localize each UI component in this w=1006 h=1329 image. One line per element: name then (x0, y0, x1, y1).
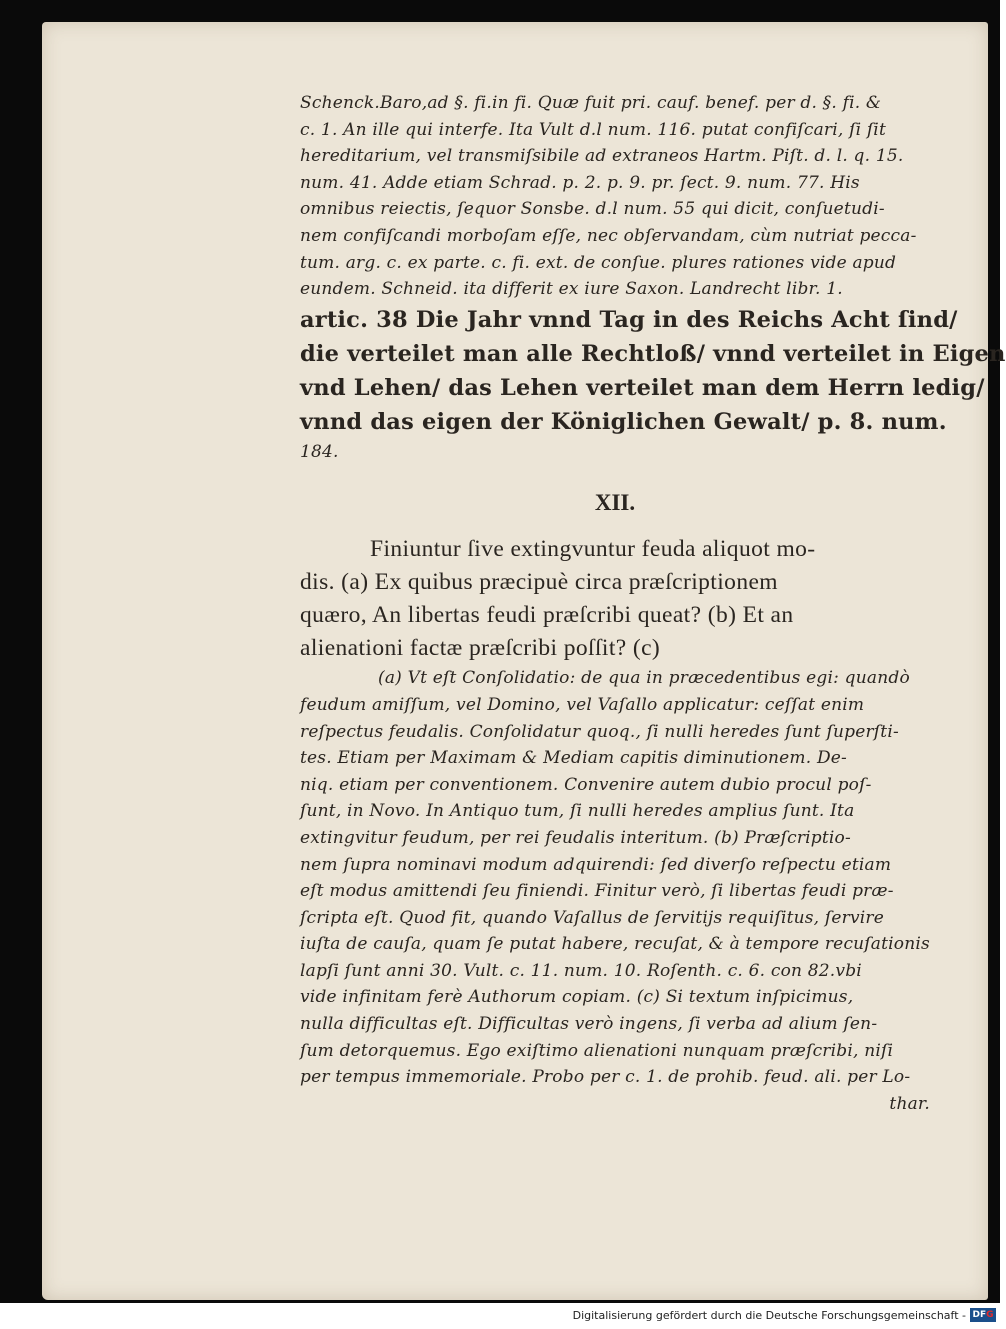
text-line: eundem. Schneid. ita differit ex iure Saxon. Landrecht libr. 1. (300, 279, 843, 300)
footnote-line: ſunt, in Novo. In Antiquo tum, ſi nulli heredes amplius ſunt. Ita (300, 801, 855, 822)
text-line: c. 1. An ille qui interfe. Ita Vult d.l num. 116. putat confiſcari, ſi ſit (300, 119, 886, 140)
footnote-line: iuſta de cauſa, quam ſe putat habere, recuſat, & à tempore recuſationis (300, 934, 930, 955)
footnote-line: feudum amiſſum, vel Domino, vel Vaſallo applicatur: ceſſat enim (300, 694, 865, 715)
dfg-logo-main: DF (972, 1310, 987, 1320)
footnotes (300, 665, 930, 1091)
dfg-logo (970, 1308, 996, 1322)
paragraph-line: alienationi factæ præſcribi poſſit? (c) (300, 635, 661, 662)
paragraph-line: Finiuntur ſive extingvuntur feuda aliquot mo- (370, 536, 816, 563)
text-line: num. 41. Adde etiam Schrad. p. 2. p. 9. pr. ſect. 9. num. 77. His (300, 172, 860, 193)
paragraph-line: quæro, An libertas feudi præſcribi queat? (b) Et an (300, 602, 794, 629)
section-heading: XII. (594, 490, 636, 516)
footnote-line: reſpectus feudalis. Conſolidatur quoq., ſi nulli heredes ſunt ſuperſti- (300, 721, 899, 742)
text-line: nem confiſcandi morboſam eſſe, nec obſervandam, cùm nutriat pecca- (300, 225, 917, 246)
footnote-line: ſcripta eſt. Quod fit, quando Vaſallus de ſervitijs requiſitus, ſervire (300, 907, 884, 928)
text-line: omnibus reiectis, ſequor Sonsbe. d.l num. 55 qui dicit, conſuetudi- (300, 199, 885, 220)
dfg-logo-accent: G (986, 1310, 994, 1320)
text-line: vnnd das eigen der Königlichen Gewalt/ p. 8. num. (300, 408, 947, 435)
text-line: artic. 38 Die Jahr vnnd Tag in des Reichs Acht ſind/ (300, 306, 958, 333)
footnote-line: extingvitur feudum, per rei feudalis interitum. (b) Præſcriptio- (300, 827, 851, 848)
catchword: thar. (889, 1093, 930, 1114)
text-line: vnd Lehen/ das Lehen verteilet man dem Herrn ledig/ (300, 374, 985, 401)
footer-credit: Digitalisierung gefördert durch die Deutsche Forschungsgemeinschaft - (572, 1309, 966, 1322)
text-line: die verteilet man alle Rechtloß/ vnnd verteilet in Eigen (300, 340, 1006, 367)
footnote-line: eſt modus amittendi ſeu finiendi. Finitur verò, ſi libertas feudi præ- (300, 881, 894, 902)
footnote-line: nulla difficultas eſt. Difficultas verò ingens, ſi verba ad alium ſen- (300, 1014, 878, 1035)
text-line: hereditarium, vel transmiſsibile ad extraneos Hartm. Piſt. d. l. q. 15. (300, 146, 904, 167)
footnote-line: (a) Vt eſt Conſolidatio: de qua in præcedentibus egi: quandò (378, 668, 910, 689)
page-text (300, 90, 1006, 1117)
footnote-line: ſum detorquemus. Ego exiſtimo alienationi nunquam præſcribi, niſi (300, 1040, 894, 1061)
continuation-footnote (300, 90, 1006, 465)
text-line: tum. arg. c. ex parte. c. fi. ext. de conſue. plures rationes vide apud (300, 252, 897, 273)
text-line: Schenck.Baro,ad §. fi.in fi. Quæ fuit pri. cauf. benef. per d. §. fi. & (300, 93, 882, 113)
footnote-line: vide infinitam ferè Authorum copiam. (c) Si textum inſpicimus, (300, 987, 854, 1008)
footnote-line: nem ſupra nominavi modum adquirendi: ſed diverſo reſpectu etiam (300, 854, 892, 875)
footnote-line: niq. etiam per conventionem. Convenire autem dubio procul poſ- (300, 774, 872, 795)
footnote-line: lapſi ſunt anni 30. Vult. c. 11. num. 10. Roſenth. c. 6. con 82.vbi (300, 960, 862, 981)
paragraph-line: dis. (a) Ex quibus præcipuè circa præſcriptionem (300, 569, 778, 596)
footnote-line: per tempus immemoriale. Probo per c. 1. de prohib. feud. ali. per Lo- (300, 1067, 911, 1088)
main-paragraph (300, 533, 930, 665)
text-line: 184. (300, 441, 339, 462)
footnote-line: tes. Etiam per Maximam & Mediam capitis diminutionem. De- (300, 748, 847, 769)
